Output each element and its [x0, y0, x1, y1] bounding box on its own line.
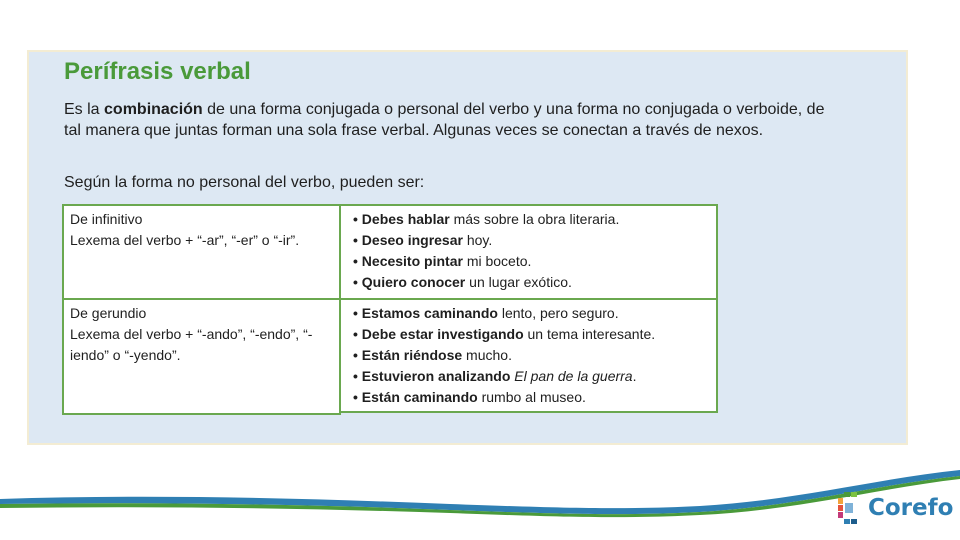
row-heading: De infinitivo	[70, 211, 143, 227]
table-row-gerundio-examples-cell	[339, 298, 718, 413]
intro-bold: combinación	[104, 101, 203, 118]
example-item: • Estamos caminando lento, pero seguro.	[353, 305, 619, 321]
decorative-wave	[0, 462, 960, 522]
example-item: • Deseo ingresar hoy.	[353, 232, 493, 248]
table-row-infinitivo-description-cell	[62, 204, 341, 300]
corefo-logo	[836, 492, 953, 524]
intro-before: Es la	[64, 101, 105, 118]
example-item: • Quiero conocer un lugar exótico.	[353, 274, 572, 290]
example-item: • Debe estar investigando un tema interesante.	[353, 326, 656, 342]
subtitle: Según la forma no personal del verbo, pueden ser:	[64, 174, 425, 191]
row-description: Lexema del verbo + “-ar”, “-er” o “-ir”.	[70, 232, 300, 248]
table-row-gerundio-description-cell	[62, 298, 341, 415]
row-description: Lexema del verbo + “-ando”, “-endo”, “-iendo” o “-yendo”.	[70, 326, 313, 363]
page-title: Perífrasis verbal	[64, 58, 251, 85]
example-item: • Necesito pintar mi boceto.	[353, 253, 532, 269]
example-item: • Estuvieron analizando El pan de la guerra.	[353, 368, 637, 384]
logo-text: Corefo	[868, 495, 954, 521]
table-row-infinitivo-examples-cell	[339, 204, 718, 300]
example-item: • Debes hablar más sobre la obra literaria.	[353, 211, 620, 227]
example-item: • Están riéndose mucho.	[353, 347, 512, 363]
corefo-logo-icon	[836, 492, 862, 524]
row-heading: De gerundio	[70, 305, 147, 321]
intro-paragraph	[64, 99, 834, 141]
example-item: • Están caminando rumbo al museo.	[353, 389, 586, 405]
intro-after: de una forma conjugada o personal del verbo y una forma no conjugada o verboide, de tal manera que juntas forman una sola frase verbal. Algunas veces se conectan a través de nexos.	[64, 101, 825, 139]
